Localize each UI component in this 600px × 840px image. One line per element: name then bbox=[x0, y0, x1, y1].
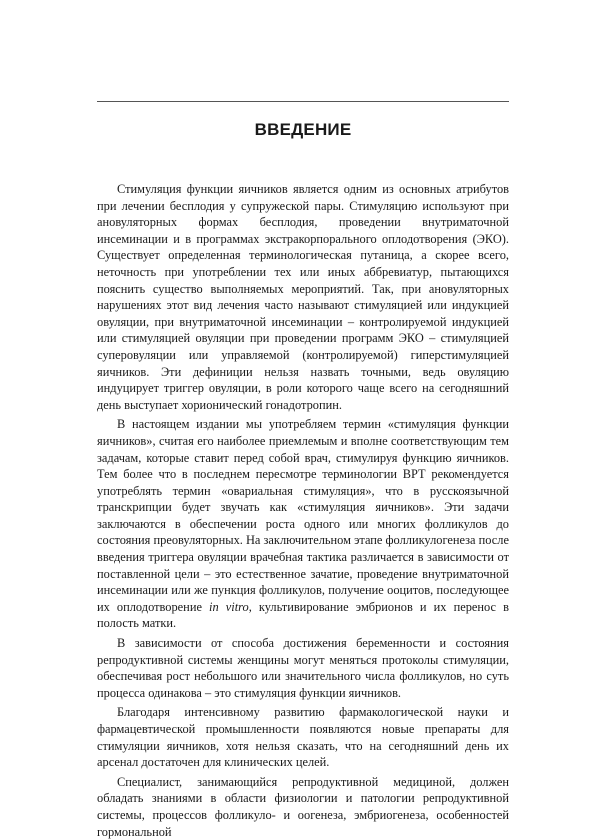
paragraph-5: Специалист, занимающийся репродуктивной медициной, должен обладать знаниями в области физиологии и патологии репродуктивной системы, процессов фолликуло- и оогенеза, эмбриогенеза, особенностей гормональной bbox=[97, 774, 509, 839]
top-rule bbox=[97, 101, 509, 102]
section-heading: ВВЕДЕНИЕ bbox=[254, 120, 352, 139]
paragraph-2-text: В настоящем издании мы употребляем термин «стимуляция функции яичников», считая его наиболее приемлемым и вполне соответствующим тем задачам, которые ставит перед собой врач, стимулируя функцию яичников. Тем более что в последнем пересмотре терминологии ВРТ рекомендуется употреблять термин «овариальная стимуляция», что в русскоязычной транскрипции будет звучать как «стимуляция яичников». Эти задачи заключаются в обеспечении роста одного или многих фолликулов до состояния преовуляторных. На заключительном этапе фолликулогенеза после введения триггера овуляции врачебная тактика различается в зависимости от поставленной цели – это естественное зачатие, проведение внутриматочной инсеминации или же пункция фолликулов, получение ооцитов, последующее их оплодотворение bbox=[97, 417, 509, 614]
paragraph-2-italic: in vitro bbox=[209, 599, 249, 614]
paragraph-3: В зависимости от способа достижения беременности и состояния репродуктивной системы женщины могут меняться протоколы стимуляции, обеспечивая рост небольшого или значительного числа фолликулов, но суть процесса одинакова – это стимуляция функции яичников. bbox=[97, 636, 509, 700]
paragraph-2 bbox=[97, 416, 509, 632]
paragraph-1: Стимуляция функции яичников является одним из основных атрибутов при лечении бесплодия у супружеской пары. Стимуляцию используют при ановуляторных формах бесплодия, проведении внутриматочной инсеминации и в программах экстракорпорального оплодотворения (ЭКО). Существует определенная терминологическая путаница, а скорее всего, неточность при употреблении тех или иных аббревиатур, пытающихся пояснить существо выполняемых мероприятий. Так, при ановуляторных нарушениях этот вид лечения часто называют стимуляцией или индукцией овуляции, при внутриматочной инсеминации – контролируемой индукцией или стимуляцией овуляции при проведении программ ЭКО – стимуляцией суперовуляции или управляемой (контролируемой) гиперстимуляцией яичников. Эти дефиниции нельзя назвать точными, ведь овуляцию индуцирует триггер овуляции, в роли которого чаще всего на сегодняшний день выступает хорионический гонадотропин. bbox=[97, 182, 509, 412]
paragraph-2-tail: , культивирование эмбрионов и их перенос в полость матки. bbox=[97, 599, 509, 631]
body-text bbox=[97, 181, 509, 840]
paragraph-4: Благодаря интенсивному развитию фармакологической науки и фармацевтической промышленности появляются новые препараты для стимуляции яичников, хотя нельзя сказать, что на сегодняшний день их арсенал достаточен для клинических целей. bbox=[97, 705, 509, 770]
